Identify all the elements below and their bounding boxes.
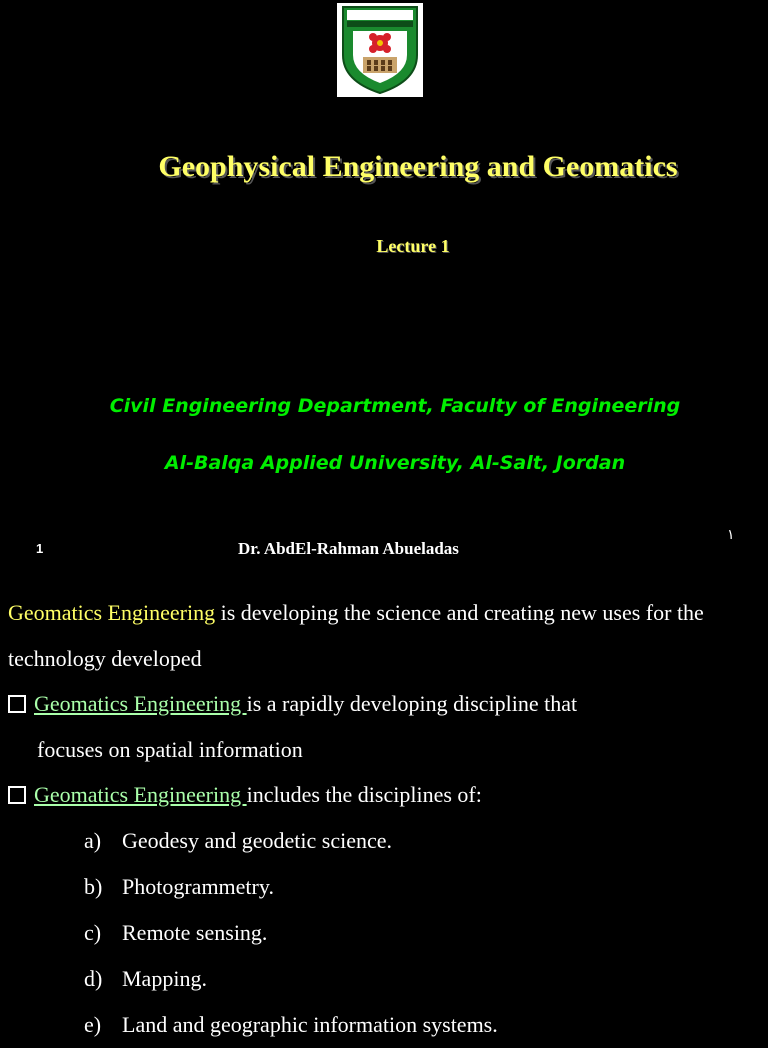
checkbox-bullet-icon xyxy=(8,786,26,804)
list-marker: d) xyxy=(84,966,103,991)
list-item-label: Geodesy and geodetic science. xyxy=(122,828,392,853)
geomatics-link-1[interactable]: Geomatics Engineering xyxy=(34,691,247,716)
university-logo xyxy=(337,3,423,97)
list-item xyxy=(84,956,768,1002)
list-marker: e) xyxy=(84,1012,102,1037)
slide-title: Geophysical Engineering and Geomatics xyxy=(158,150,678,183)
list-item xyxy=(84,818,768,864)
checkbox-bullet-icon xyxy=(8,695,26,713)
geomatics-link-2[interactable]: Geomatics Engineering xyxy=(34,782,247,807)
department-line: Civil Engineering Department, Faculty of Engineering xyxy=(109,395,681,417)
author-name: Dr. AbdEl-Rahman Abueladas xyxy=(238,539,459,558)
bullet-item-1 xyxy=(8,681,768,727)
list-item-label: Mapping. xyxy=(122,966,207,991)
list-marker: b) xyxy=(84,874,103,899)
list-marker: a) xyxy=(84,828,102,853)
list-item-label: Remote sensing. xyxy=(122,920,268,945)
bullet-text-2: includes the disciplines of: xyxy=(246,782,482,807)
list-item xyxy=(84,910,768,956)
lecture-label: Lecture 1 xyxy=(376,236,450,256)
intro-paragraph xyxy=(8,590,768,682)
list-item xyxy=(84,864,768,910)
disciplines-list xyxy=(84,818,768,1048)
intro-highlight: Geomatics Engineering xyxy=(8,600,216,625)
university-crest-icon xyxy=(337,3,423,97)
list-item xyxy=(84,1002,768,1048)
bullet-item-2 xyxy=(8,772,768,818)
slide-number: 1 xyxy=(36,541,44,556)
list-item-label: Photogrammetry. xyxy=(122,874,274,899)
list-item-label: Land and geographic information systems. xyxy=(122,1012,498,1037)
corner-mark: ١ xyxy=(727,528,735,543)
bullet-continuation-1: focuses on spatial information xyxy=(37,737,303,762)
intro-text: is developing the science and creating new uses for the technology developed xyxy=(8,600,704,671)
university-line: Al-Balqa Applied University, Al-Salt, Jordan xyxy=(164,452,626,474)
bullet-text-1: is a rapidly developing discipline that xyxy=(246,691,578,716)
list-marker: c) xyxy=(84,920,102,945)
